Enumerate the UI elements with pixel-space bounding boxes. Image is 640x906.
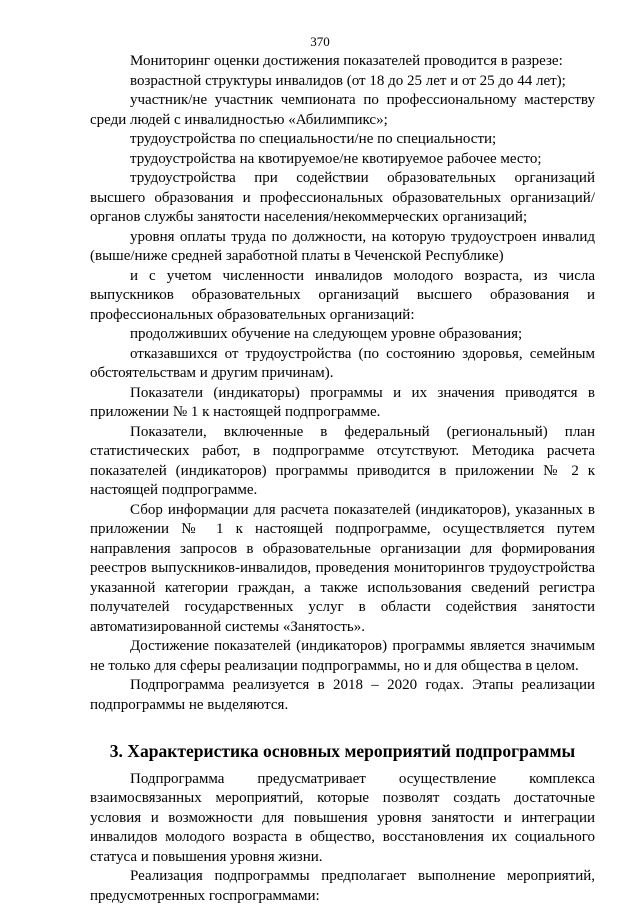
paragraph: и с учетом численности инвалидов молодого возраста, из числа выпускников образовательных организаций высшего образования и профессиональных образовательных организаций:: [90, 267, 595, 323]
paragraph: участник/не участник чемпионата по профессиональному мастерству среди людей с инвалидностью «Абилимпикс»;: [90, 92, 595, 128]
paragraph: продолживших обучение на следующем уровне образования;: [130, 326, 523, 342]
paragraph: Мониторинг оценки достижения показателей проводится в разрезе:: [130, 53, 563, 69]
paragraph: отказавшихся от трудоустройства (по состоянию здоровья, семейным обстоятельствам и другим причинам).: [90, 345, 595, 381]
paragraph: трудоустройства на квотируемое/не квотируемое рабочее место;: [130, 150, 542, 167]
paragraph: Показатели (индикаторы) программы и их значения приводятся в приложении № 1 к настоящей подпрограмме.: [90, 384, 595, 420]
paragraph: Сбор информации для расчета показателей (индикаторов), указанных в приложении № 1 к настоящей подпрограмме, осуществляется путем направления запросов в образовательные организации для формирования реестров выпускников-инвалидов, проведения мониторингов трудоустройства указанной категории граждан, а также использования сведений регистра получателей государственных услуг в области содействия занятости автоматизированной системы «Занятость».: [90, 501, 595, 635]
paragraph: уровня оплаты труда по должности, на которую трудоустроен инвалид (выше/ниже средней заработной платы в Чеченской Республике): [90, 228, 595, 264]
paragraph: Подпрограмма реализуется в 2018 – 2020 годах. Этапы реализации подпрограммы не выделяются.: [90, 677, 595, 713]
paragraph: Достижение показателей (индикаторов) программы является значимым не только для сферы реализации подпрограммы, но и для общества в целом.: [90, 638, 595, 674]
paragraph: Подпрограмма предусматривает осуществление комплекса взаимосвязанных мероприятий, которые позволят создать достаточные условия и возможности для повышения уровня занятости и интеграции инвалидов молодого возраста в общество, восстановления их социального статуса и повышения уровня жизни.: [90, 770, 595, 865]
page-body: [90, 52, 595, 906]
paragraph: Реализация подпрограммы предполагает выполнение мероприятий, предусмотренных госпрограммами:: [90, 868, 595, 904]
page-number: 370: [310, 34, 330, 49]
section-heading: 3. Характеристика основных мероприятий подпрограммы: [109, 741, 576, 761]
paragraph: трудоустройства при содействии образовательных организаций высшего образования и профессиональных образовательных организаций/органов службы занятости населения/некоммерческих организаций;: [90, 170, 595, 225]
paragraph: возрастной структуры инвалидов (от 18 до 25 лет и от 25 до 44 лет);: [130, 72, 566, 89]
paragraph: трудоустройства по специальности/не по специальности;: [130, 131, 497, 147]
paragraph: Показатели, включенные в федеральный (региональный) план статистических работ, в подпрограмме отсутствуют. Методика расчета показателей (индикаторов) программы приводится в приложении № 2 к настоящей подпрограмме.: [90, 423, 595, 498]
